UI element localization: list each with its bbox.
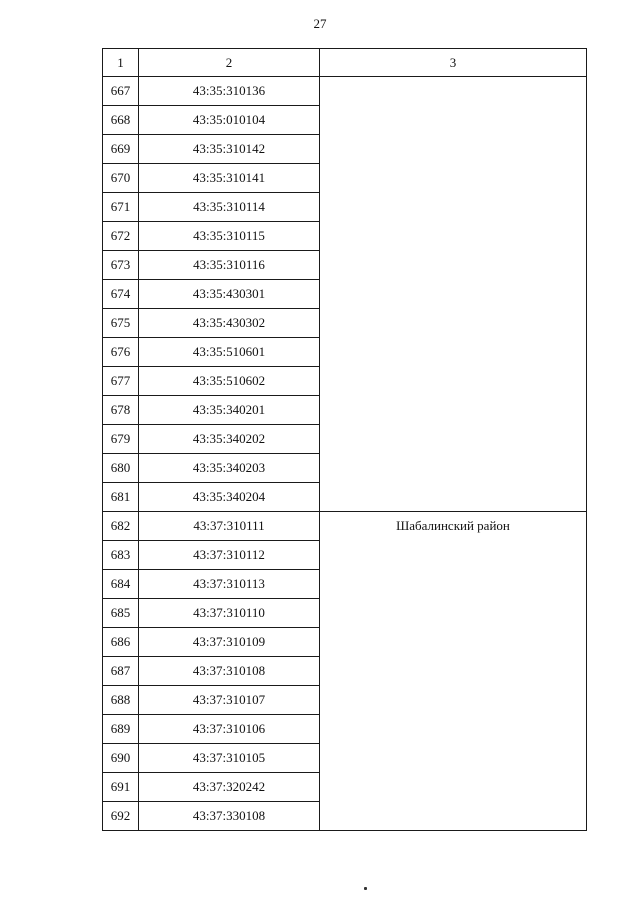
table-header xyxy=(103,49,587,77)
header-col-2: 2 xyxy=(139,49,320,77)
cadastral-code-cell: 43:37:310109 xyxy=(139,628,320,657)
cadastral-code-cell: 43:37:310110 xyxy=(139,599,320,628)
row-number-cell: 677 xyxy=(103,367,139,396)
row-number-cell: 685 xyxy=(103,599,139,628)
table-row xyxy=(103,77,587,106)
scan-speck xyxy=(364,887,367,890)
cadastral-code-cell: 43:37:310113 xyxy=(139,570,320,599)
cadastral-code-cell: 43:35:310141 xyxy=(139,164,320,193)
row-number-cell: 678 xyxy=(103,396,139,425)
district-cell: Шабалинский район xyxy=(320,512,587,831)
cadastral-code-cell: 43:35:310136 xyxy=(139,77,320,106)
row-number-cell: 668 xyxy=(103,106,139,135)
row-number-cell: 673 xyxy=(103,251,139,280)
cadastral-code-cell: 43:35:510601 xyxy=(139,338,320,367)
row-number-cell: 690 xyxy=(103,744,139,773)
cadastral-code-cell: 43:35:310115 xyxy=(139,222,320,251)
cadastral-code-cell: 43:37:320242 xyxy=(139,773,320,802)
cadastral-code-cell: 43:35:340204 xyxy=(139,483,320,512)
cadastral-table xyxy=(102,48,587,831)
row-number-cell: 682 xyxy=(103,512,139,541)
cadastral-code-cell: 43:35:430302 xyxy=(139,309,320,338)
cadastral-code-cell: 43:37:310111 xyxy=(139,512,320,541)
cadastral-code-cell: 43:37:310105 xyxy=(139,744,320,773)
row-number-cell: 676 xyxy=(103,338,139,367)
cadastral-code-cell: 43:35:310142 xyxy=(139,135,320,164)
header-col-1: 1 xyxy=(103,49,139,77)
row-number-cell: 686 xyxy=(103,628,139,657)
row-number-cell: 674 xyxy=(103,280,139,309)
row-number-cell: 692 xyxy=(103,802,139,831)
cadastral-code-cell: 43:35:510602 xyxy=(139,367,320,396)
row-number-cell: 667 xyxy=(103,77,139,106)
row-number-cell: 688 xyxy=(103,686,139,715)
cadastral-code-cell: 43:35:310116 xyxy=(139,251,320,280)
header-row xyxy=(103,49,587,77)
row-number-cell: 684 xyxy=(103,570,139,599)
row-number-cell: 672 xyxy=(103,222,139,251)
page-number: 27 xyxy=(313,16,327,31)
cadastral-code-cell: 43:37:330108 xyxy=(139,802,320,831)
cadastral-code-cell: 43:35:340202 xyxy=(139,425,320,454)
row-number-cell: 679 xyxy=(103,425,139,454)
cadastral-code-cell: 43:35:010104 xyxy=(139,106,320,135)
cadastral-code-cell: 43:35:430301 xyxy=(139,280,320,309)
cadastral-code-cell: 43:35:310114 xyxy=(139,193,320,222)
cadastral-code-cell: 43:37:310108 xyxy=(139,657,320,686)
table-body xyxy=(103,77,587,831)
row-number-cell: 671 xyxy=(103,193,139,222)
cadastral-code-cell: 43:35:340203 xyxy=(139,454,320,483)
row-number-cell: 669 xyxy=(103,135,139,164)
row-number-cell: 687 xyxy=(103,657,139,686)
cadastral-code-cell: 43:37:310106 xyxy=(139,715,320,744)
row-number-cell: 683 xyxy=(103,541,139,570)
row-number-cell: 675 xyxy=(103,309,139,338)
header-col-3: 3 xyxy=(320,49,587,77)
row-number-cell: 680 xyxy=(103,454,139,483)
cadastral-code-cell: 43:37:310107 xyxy=(139,686,320,715)
row-number-cell: 670 xyxy=(103,164,139,193)
row-number-cell: 689 xyxy=(103,715,139,744)
table-row xyxy=(103,512,587,541)
cadastral-code-cell: 43:37:310112 xyxy=(139,541,320,570)
row-number-cell: 691 xyxy=(103,773,139,802)
cadastral-code-cell: 43:35:340201 xyxy=(139,396,320,425)
row-number-cell: 681 xyxy=(103,483,139,512)
district-cell xyxy=(320,77,587,512)
